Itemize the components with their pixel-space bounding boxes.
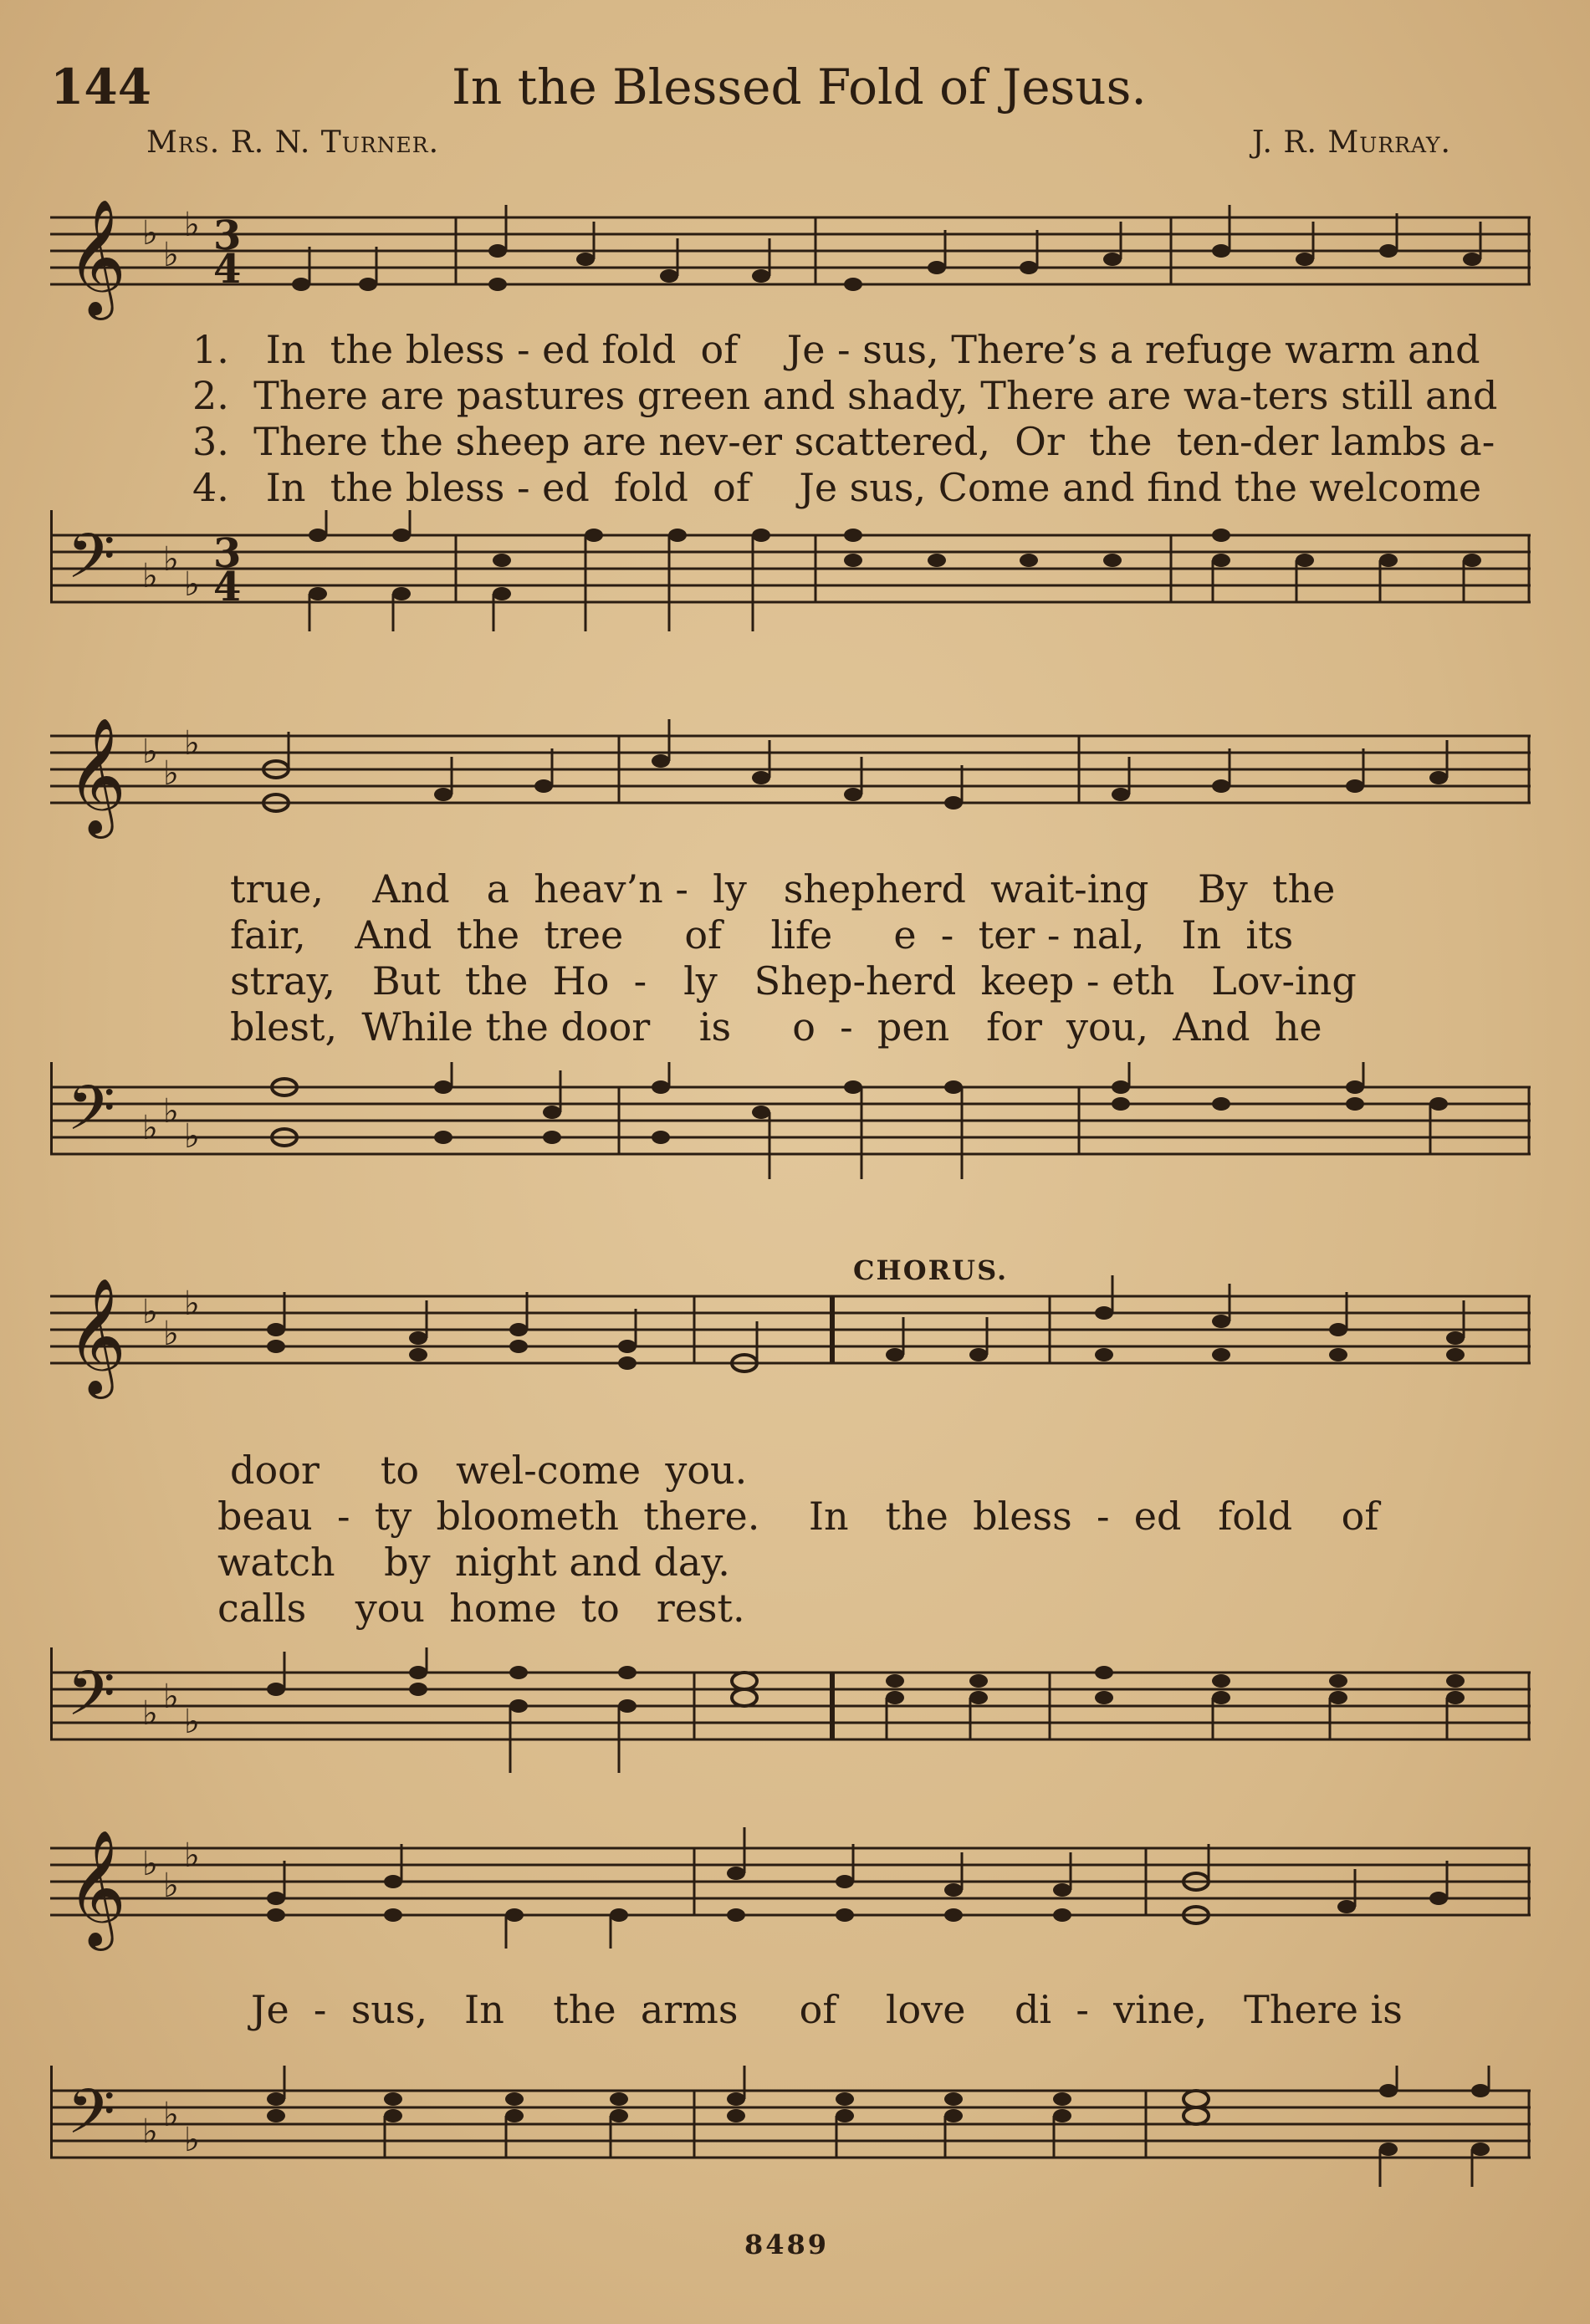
svg-text:♭: ♭ [184, 1117, 200, 1156]
svg-text:♭: ♭ [184, 565, 200, 604]
svg-text:𝄢: 𝄢 [67, 520, 115, 608]
music-system-3 [50, 1254, 1531, 1790]
svg-text:♭: ♭ [184, 724, 200, 763]
svg-text:3: 3 [213, 530, 242, 577]
music-system-2 [50, 711, 1531, 1229]
lyric-verse-4: blest, While the door is o - pen for you, And he [230, 1004, 1322, 1050]
bass-staff-2 [50, 1062, 1531, 1213]
lyric-verse-3: watch by night and day. [217, 1540, 730, 1585]
lyric-verse-4: calls you home to rest. [217, 1586, 745, 1631]
bass-staff-4 [50, 2066, 1531, 2216]
svg-text:♭: ♭ [142, 733, 158, 771]
svg-text:♭: ♭ [142, 1694, 158, 1733]
svg-text:𝄞: 𝄞 [67, 1278, 126, 1394]
bass-staff-1 [50, 510, 1531, 661]
lyric-verse-2: 2. There are pastures green and shady, There are wa-ters still and [192, 373, 1498, 418]
chorus-label: CHORUS. [853, 1254, 1009, 1286]
svg-text:♭: ♭ [184, 1703, 200, 1741]
svg-text:♭: ♭ [163, 540, 179, 579]
svg-text:♭: ♭ [184, 206, 200, 244]
svg-text:♭: ♭ [184, 2121, 200, 2159]
treble-staff-2 [50, 711, 1531, 845]
lyric-verse-1: true, And a heav’n - ly shepherd wait-ing By the [230, 866, 1336, 912]
page-header [50, 59, 1539, 125]
svg-text:𝄞: 𝄞 [67, 1830, 126, 1946]
svg-text:♭: ♭ [163, 1315, 179, 1353]
svg-text:3: 3 [213, 212, 242, 259]
lyric-verse-4: 4. In the bless - ed fold of Je sus, Come and find the welcome [192, 465, 1482, 510]
svg-text:4: 4 [213, 246, 242, 293]
svg-text:𝄞: 𝄞 [67, 718, 126, 834]
music-system-1 [50, 167, 1531, 686]
hymn-title: In the Blessed Fold of Jesus. [452, 59, 1147, 115]
lyric-verse-2: fair, And the tree of life e - ter - nal, In its [230, 912, 1294, 958]
svg-text:♭: ♭ [142, 1293, 158, 1331]
svg-text:♭: ♭ [163, 1092, 179, 1131]
svg-text:𝄞: 𝄞 [67, 199, 126, 315]
svg-text:♭: ♭ [142, 1845, 158, 1883]
lyric-verse-2: beau - ty bloometh there. In the bless - ed fold of [217, 1494, 1379, 1539]
treble-staff-1 [50, 192, 1531, 326]
author-credit: Mrs. R. N. Turner. [146, 125, 440, 160]
treble-staff-3 [50, 1271, 1531, 1405]
svg-text:4: 4 [213, 564, 242, 610]
lyric-verse-1: 1. In the bless - ed fold of Je - sus, There’s a refuge warm and [192, 327, 1480, 372]
svg-text:♭: ♭ [184, 1285, 200, 1323]
svg-text:♭: ♭ [163, 1678, 179, 1716]
credits-line [146, 125, 1451, 167]
svg-text:♭: ♭ [163, 1867, 179, 1905]
svg-text:𝄢: 𝄢 [67, 1072, 115, 1160]
svg-text:♭: ♭ [142, 557, 158, 595]
lyric-verse-1: door to wel-come you. [230, 1448, 748, 1493]
music-system-4 [50, 1823, 1531, 2216]
svg-text:𝄢: 𝄢 [67, 2076, 115, 2163]
lyric-verse-3: stray, But the Ho - ly Shep-herd keep - eth Lov-ing [230, 958, 1357, 1004]
svg-text:♭: ♭ [163, 236, 179, 274]
svg-text:♭: ♭ [163, 2096, 179, 2134]
lyric-refrain: Je - sus, In the arms of love di - vine, There is [251, 1987, 1403, 2032]
composer-credit: J. R. Murray. [1251, 125, 1451, 160]
svg-text:♭: ♭ [142, 2112, 158, 2151]
lyric-verse-3: 3. There the sheep are nev-er scattered, Or the ten-der lambs a- [192, 419, 1495, 464]
svg-text:♭: ♭ [142, 214, 158, 253]
svg-text:♭: ♭ [163, 754, 179, 793]
svg-text:𝄢: 𝄢 [67, 1657, 115, 1745]
treble-staff-4 [50, 1823, 1531, 1957]
svg-text:♭: ♭ [184, 1836, 200, 1875]
page-number: 144 [50, 59, 152, 115]
plate-number: 8489 [744, 2229, 830, 2260]
svg-text:♭: ♭ [142, 1109, 158, 1147]
bass-staff-3 [50, 1647, 1531, 1790]
